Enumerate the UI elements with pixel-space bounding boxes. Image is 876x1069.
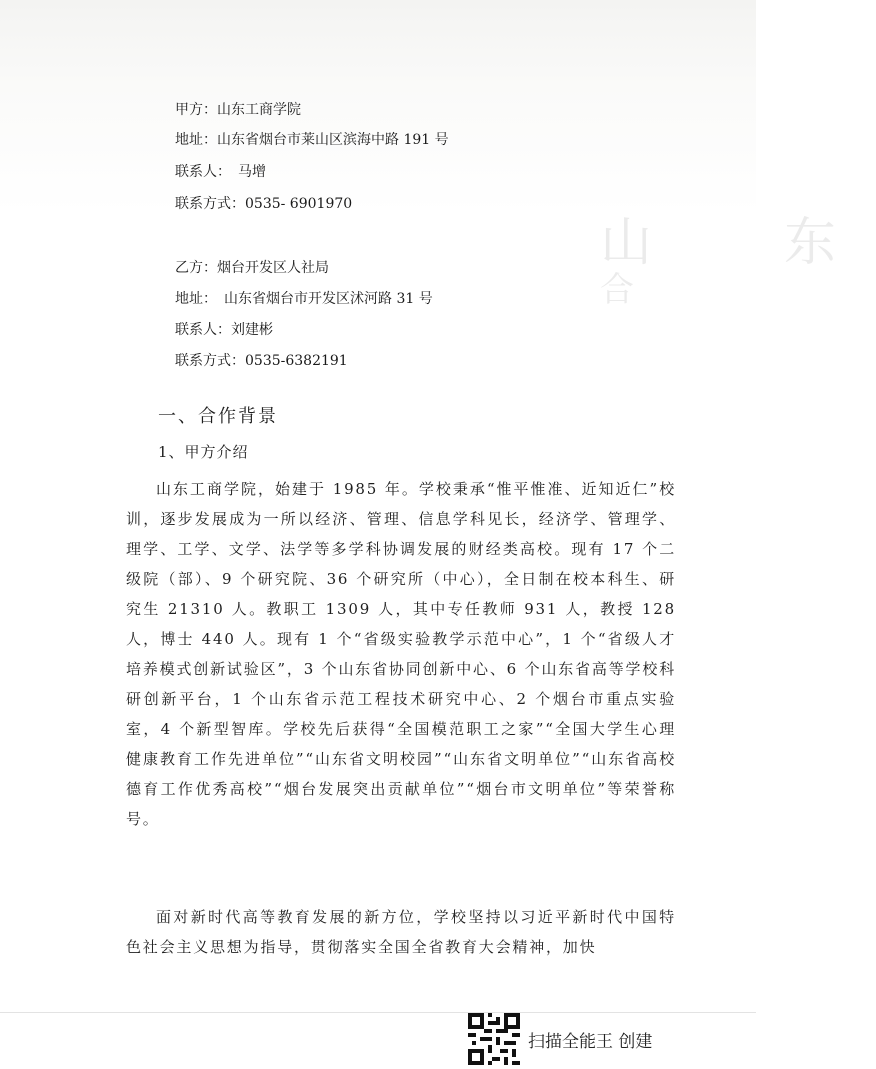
body-paragraph: 面对新时代高等教育发展的新方位，学校坚持以习近平新时代中国特色社会主义思想为指导，贯彻落实全国全省教育大会精神，加快 [126, 908, 676, 956]
party-b-contact: 联系人：刘建彬 [175, 322, 273, 338]
body-paragraph: 山东工商学院，始建于 1985 年。学校秉承“惟平惟准、近知近仁”校训，逐步发展成为一所以经济、管理、信息学科见长，经济学、管理学、理学、工学、文学、法学等多学科协调发展的财经类高校。现有 17 个二级院（部）、9 个研究院、36 个研究所（中心），全日制在校本科生、研究生 21310 人。教职工 1309 人，其中专任教师 931 人，教授 128 人，博士 440 人。现有 1 个“省级实验教学示范中心”，1 个“省级人才培养模式创新试验区”，3 个山东省协同创新中心、6 个山东省高等学校科研创新平台，1 个山东省示范工程技术研究中心、2 个烟台市重点实验室，4 个新型智库。学校先后获得“全国模范职工之家”“全国大学生心理健康教育工作先进单位”“山东省文明校园”“山东省文明单位”“山东省高校德育工作优秀高校”“烟台发展突出贡献单位”“烟台市文明单位”等荣誉称号。 [126, 480, 676, 828]
scanner-watermark [468, 1013, 652, 1065]
party-a-contact: 联系人： 马增 [175, 164, 266, 180]
section-title: 一、合作背景 [158, 406, 278, 427]
watermark-text: 扫描全能王 创建 [528, 1031, 653, 1052]
party-a-phone: 联系方式：0535- 6901970 [175, 196, 353, 212]
party-b-address: 地址： 山东省烟台市开发区沭河路 31 号 [175, 291, 433, 307]
party-b-phone: 联系方式：0535-6382191 [175, 353, 348, 369]
sub-section-title: 1、甲方介绍 [158, 443, 249, 461]
party-a-address: 地址：山东省烟台市莱山区滨海中路 191 号 [175, 132, 449, 148]
qr-code-icon [468, 1013, 520, 1065]
party-a-name: 甲方：山东工商学院 [175, 102, 301, 118]
show-through-mark: 合 [600, 270, 674, 310]
show-through-mark: 山 东 [600, 213, 876, 273]
party-b-name: 乙方：烟台开发区人社局 [175, 260, 329, 276]
